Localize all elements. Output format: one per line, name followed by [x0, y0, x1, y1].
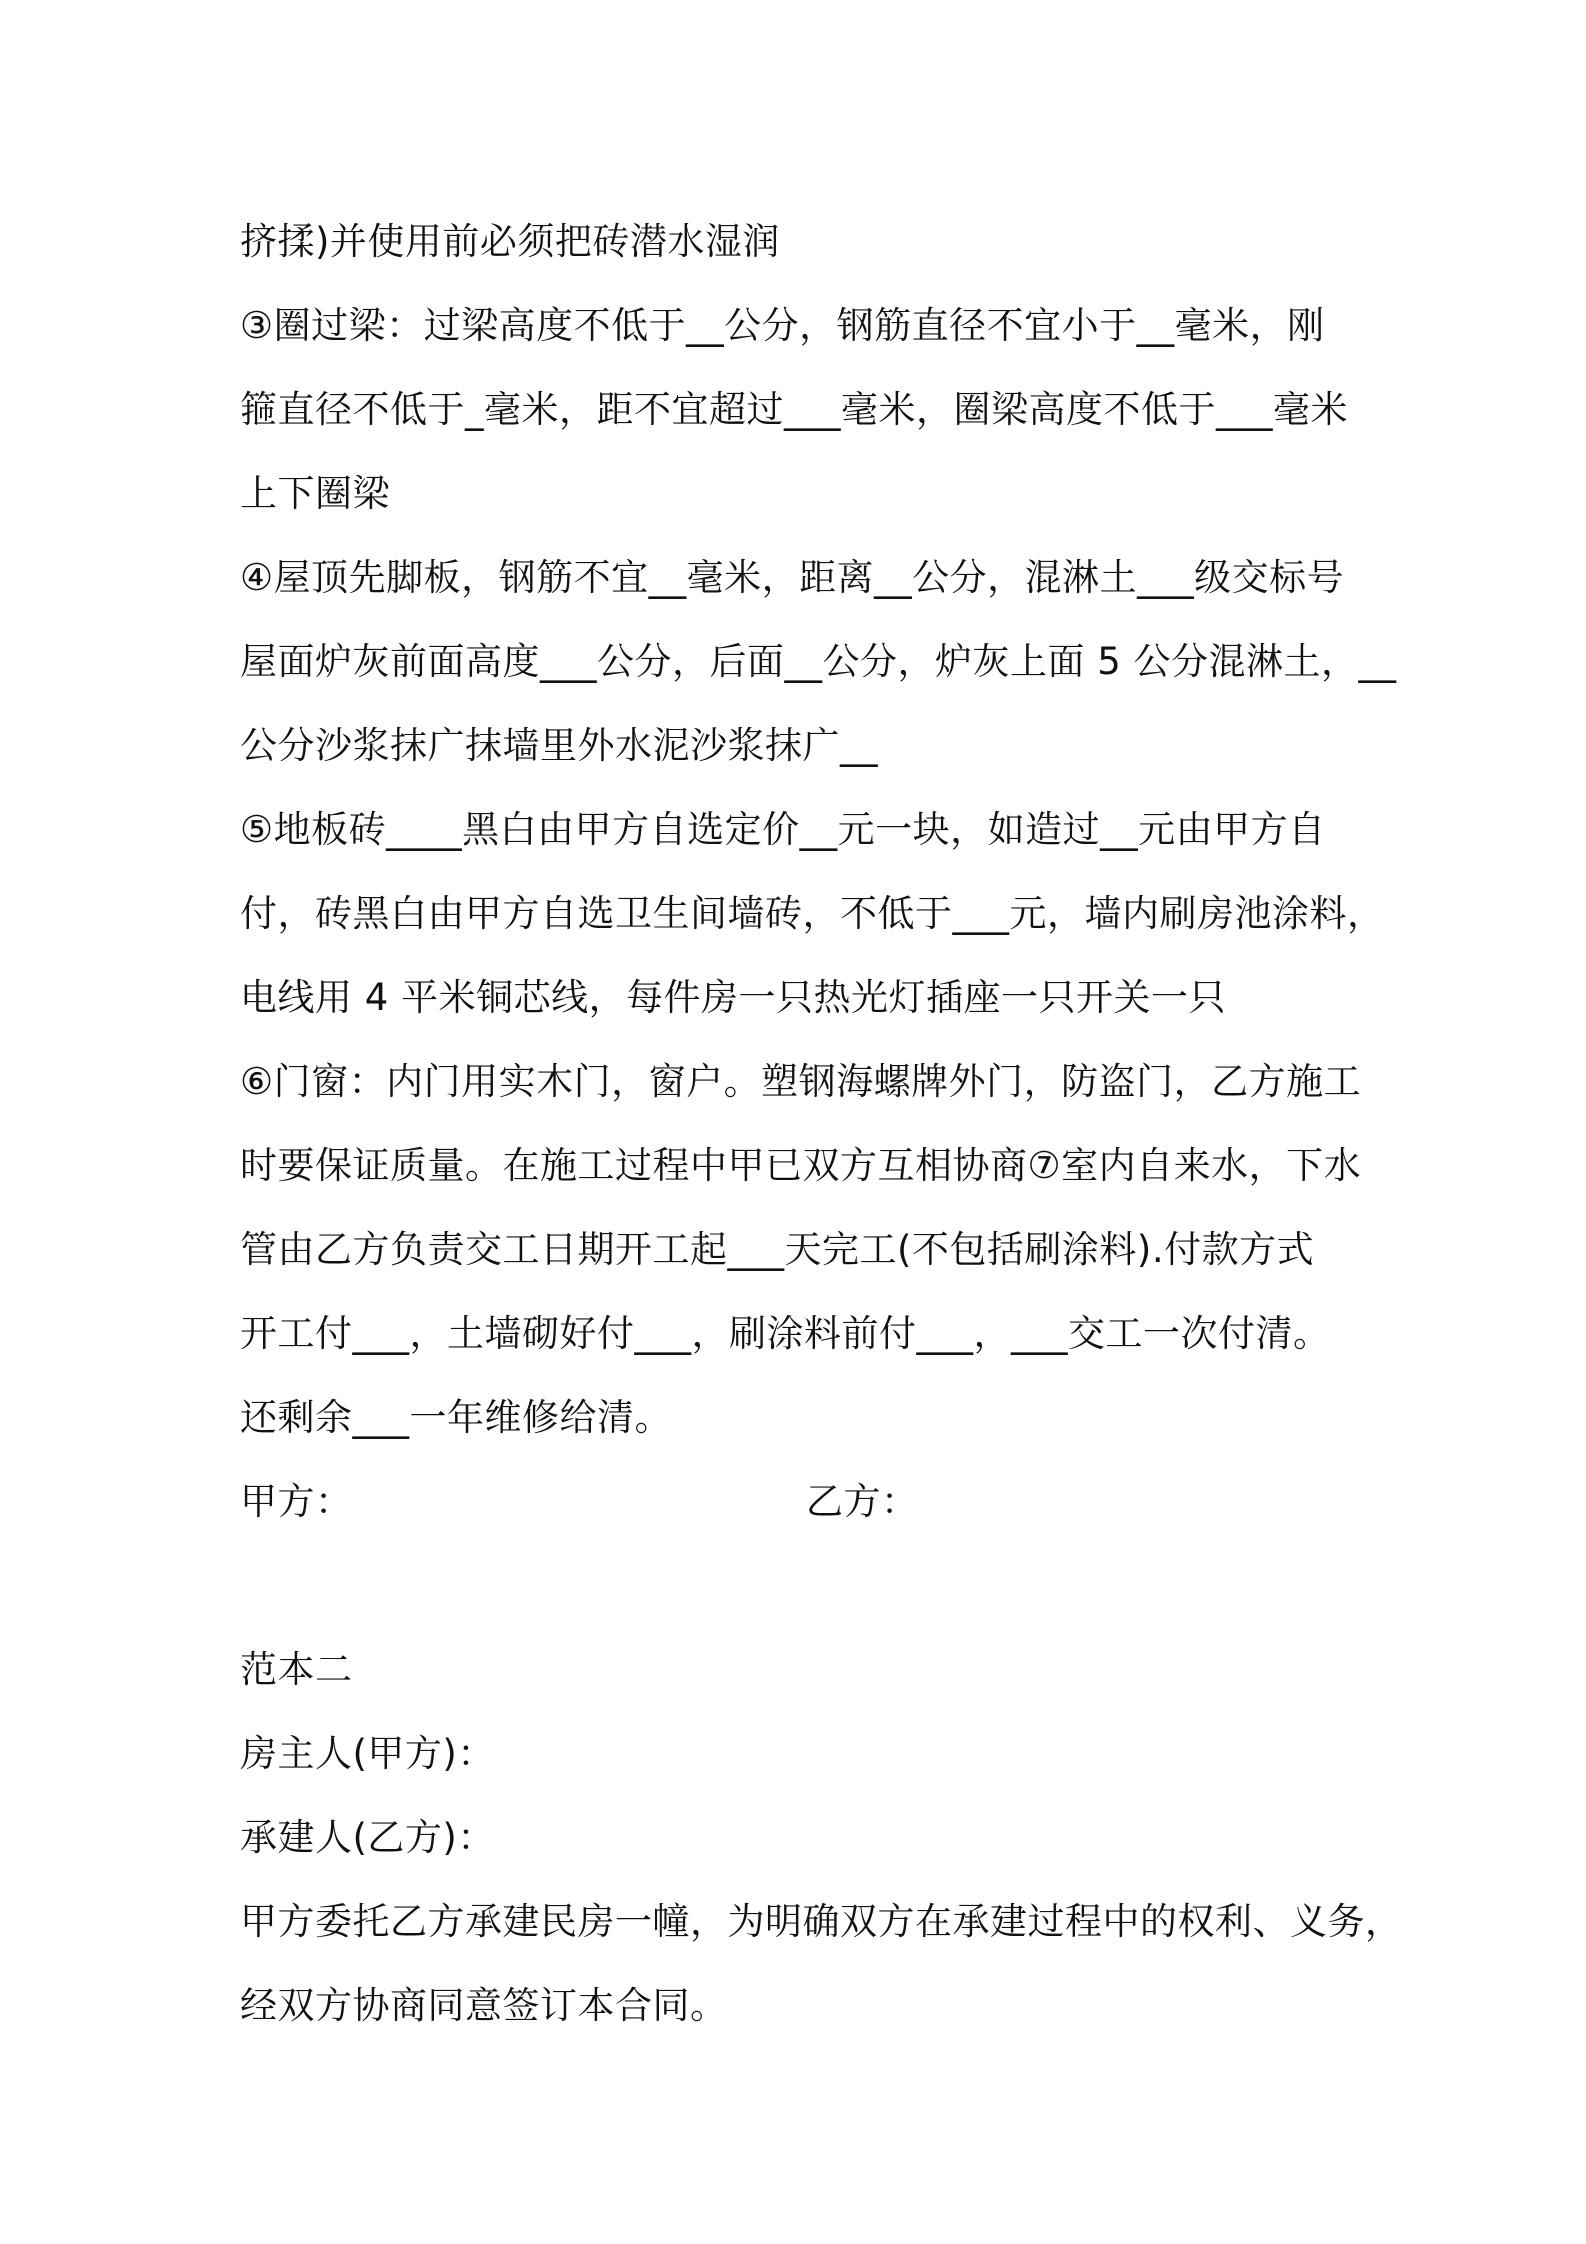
contract-line: 上下圈梁: [240, 472, 390, 515]
intro-line: 甲方委托乙方承建民房一幢，为明确双方在承建过程中的权利、义务，: [240, 1900, 1403, 1943]
contract-line: 开工付___，土墙砌好付___，刷涂料前付___，___交工一次付清。: [240, 1312, 1331, 1355]
intro-line: 经双方协商同意签订本合同。: [240, 1984, 728, 2027]
contract-line: 时要保证质量。在施工过程中甲已双方互相协商⑦室内自来水，下水: [240, 1144, 1362, 1187]
contract-line: 付，砖黑白由甲方自选卫生间墙砖，不低于___元，墙内刷房池涂料，: [240, 892, 1385, 935]
contract-line: 电线用 4 平米铜芯线，每件房一只热光灯插座一只开关一只: [240, 976, 1227, 1019]
blank-space: [240, 1544, 1360, 1628]
contract-line: ④屋顶先脚板，钢筋不宜__毫米，距离__公分，混淋土___级交标号: [240, 556, 1345, 599]
builder-label: 承建人(乙方)：: [240, 1816, 495, 1859]
contract-line: 挤揉)并使用前必须把砖潜水湿润: [240, 220, 780, 263]
contract-line: 管由乙方负责交工日期开工起___天完工(不包括刷涂料).付款方式: [240, 1228, 1315, 1271]
contract-line: ⑤地板砖____黑白由甲方自选定价__元一块，如造过__元由甲方自: [240, 808, 1326, 851]
contract-line: 公分沙浆抹广抹墙里外水泥沙浆抹广__: [240, 724, 878, 767]
contract-line: 屋面炉灰前面高度___公分，后面__公分，炉灰上面 5 公分混淋土，__: [240, 640, 1397, 683]
contract-line: ⑥门窗：内门用实木门，窗户。塑钢海螺牌外门，防盗门，乙方施工: [240, 1060, 1362, 1103]
contract-text: [240, 200, 1403, 2048]
party-a-label: 甲方：: [240, 1480, 353, 1523]
party-b-label: 乙方：: [806, 1480, 919, 1523]
contract-line: 箍直径不低于_毫米，距不宜超过___毫米，圈梁高度不低于___毫米: [240, 388, 1348, 431]
section-title: 范本二: [240, 1648, 353, 1691]
signature-line: [240, 1460, 1360, 1544]
owner-label: 房主人(甲方)：: [240, 1732, 495, 1775]
contract-line: 还剩余___一年维修给清。: [240, 1396, 672, 1439]
contract-line: ③圈过梁：过梁高度不低于__公分，钢筋直径不宜小于__毫米，刚: [240, 304, 1325, 347]
